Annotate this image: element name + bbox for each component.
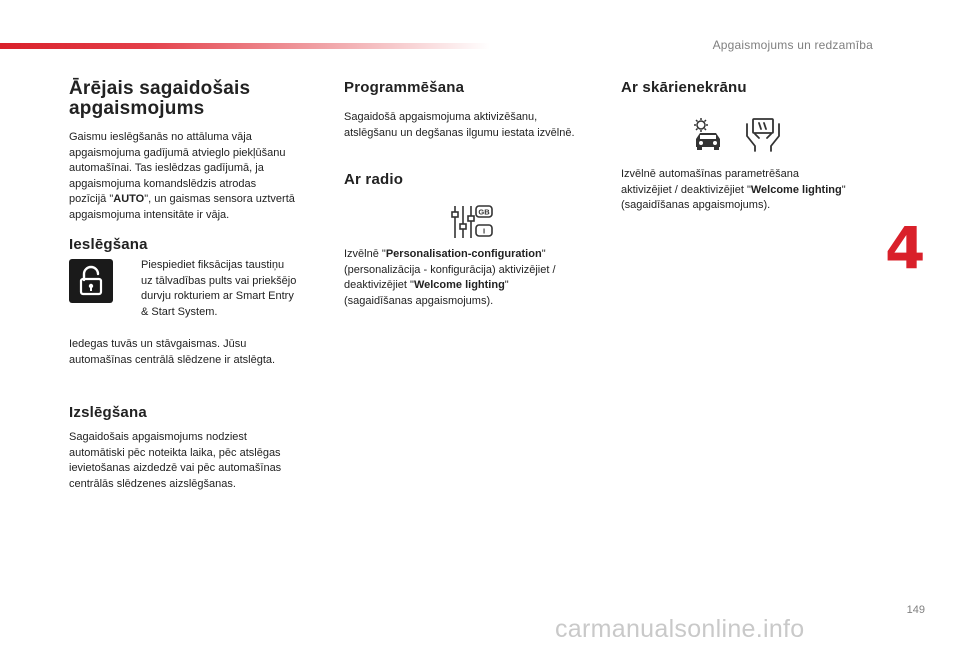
text-fragment: pozīcijā " bbox=[69, 193, 114, 206]
note-line: automašīnas centrālā slēdzene ir atslēgta. bbox=[69, 353, 276, 366]
chapter-title: Apgaismojums un redzamība bbox=[712, 38, 873, 52]
section-touchscreen-title: Ar skārienekrānu bbox=[621, 79, 747, 96]
body-line: automātiski pēc noteikta laika, pēc atslēgas bbox=[69, 446, 281, 459]
section-on bbox=[69, 236, 324, 253]
hands-on-screen-icon bbox=[744, 114, 782, 154]
body-line: (sagaidīšanas apgaismojums). bbox=[621, 199, 771, 212]
icon-badge-i: I bbox=[482, 226, 486, 236]
auto-keyword: AUTO bbox=[113, 193, 145, 206]
section-touchscreen bbox=[621, 79, 881, 96]
body-line: Gaismu ieslēgšanās no attāluma vāja bbox=[69, 131, 252, 143]
bullet-line: Piespiediet fiksācijas taustiņu bbox=[141, 259, 285, 271]
section-title-line2: apgaismojums bbox=[69, 98, 205, 119]
section-on-note bbox=[69, 337, 324, 368]
bullet-item bbox=[125, 258, 325, 320]
body-line: (sagaidīšanas apgaismojums). bbox=[344, 294, 494, 307]
body-line: Sagaidošais apgaismojums nodziest bbox=[69, 431, 247, 443]
text-fragment: deaktivizējiet " bbox=[344, 279, 414, 292]
section-off-title: Izslēgšana bbox=[69, 404, 147, 421]
bullet-line: durvju rokturiem ar Smart Entry bbox=[141, 290, 294, 303]
header-red-bar bbox=[0, 43, 490, 49]
note-line: Iedegas tuvās un stāvgaismas. Jūsu bbox=[69, 338, 247, 350]
text-fragment: ", un gaismas sensora uztvertā bbox=[144, 193, 295, 206]
text-fragment: " bbox=[504, 279, 509, 292]
bullet-line: & Start System. bbox=[141, 305, 218, 318]
section-radio-body bbox=[344, 247, 604, 309]
section-radio-title: Ar radio bbox=[344, 171, 404, 188]
section-radio bbox=[344, 171, 604, 188]
body-line: apgaismojuma gadījumā atvieglo piekļūšanu bbox=[69, 146, 286, 159]
body-line: ievietošanas aizdedzē vai pēc automašīnas bbox=[69, 462, 282, 475]
unlock-icon bbox=[69, 259, 113, 303]
body-line: automašīnai. Tas ieslēdzas gadījumā, ja bbox=[69, 162, 264, 175]
text-fragment: " bbox=[841, 183, 846, 196]
menu-item-name: Welcome lighting bbox=[413, 279, 505, 292]
section-external-lighting bbox=[69, 79, 324, 224]
body-line bbox=[344, 278, 604, 294]
section-programming-title: Programmēšana bbox=[344, 79, 465, 96]
section-title-line1: Ārējais sagaidošais bbox=[69, 78, 251, 99]
menu-name: Personalisation-configuration bbox=[385, 248, 542, 260]
body-line: Sagaidošā apgaismojuma aktivizēšanu, bbox=[344, 111, 538, 123]
section-off bbox=[69, 404, 324, 492]
body-line bbox=[344, 247, 604, 263]
bullet-line: uz tālvadības pults vai priekšējo bbox=[141, 274, 297, 287]
text-fragment: " bbox=[541, 248, 546, 260]
body-line: centrālās slēdzenes aizslēgšanas. bbox=[69, 477, 236, 490]
body-line: Izvēlnē automašīnas parametrēšana bbox=[621, 168, 799, 180]
body-line-auto bbox=[69, 192, 324, 208]
watermark: carmanualsonline.info bbox=[555, 615, 805, 643]
car-settings-icon bbox=[688, 115, 728, 153]
section-on-title: Ieslēgšana bbox=[69, 236, 148, 253]
settings-sliders-icon bbox=[450, 203, 494, 241]
page-number: 149 bbox=[906, 604, 925, 616]
chapter-number: 4 bbox=[885, 214, 926, 282]
section-programming bbox=[344, 79, 604, 141]
body-line: apgaismojuma intensitāte ir vāja. bbox=[69, 208, 230, 221]
body-line: atslēgšanu un degšanas ilgumu iestata izvēlnē. bbox=[344, 126, 575, 139]
text-fragment: aktivizējiet / deaktivizējiet " bbox=[621, 183, 751, 196]
bullet-symbol bbox=[125, 258, 141, 320]
body-line bbox=[621, 183, 881, 199]
section-touchscreen-body bbox=[621, 167, 881, 214]
body-line: apgaismojuma komandslēdzis atrodas bbox=[69, 177, 257, 190]
icon-badge-gb: GB bbox=[478, 207, 490, 217]
body-line: (personalizācija - konfigurācija) aktivizējiet / bbox=[344, 263, 556, 276]
text-fragment: Izvēlnē " bbox=[344, 248, 386, 260]
menu-item-name: Welcome lighting bbox=[750, 183, 842, 196]
